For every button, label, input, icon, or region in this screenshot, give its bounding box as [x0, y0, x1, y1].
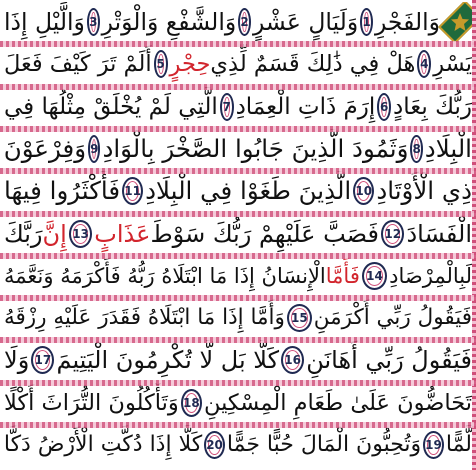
verse-number-marker: 7 [220, 93, 234, 121]
text-line [4, 44, 472, 84]
verse-number-marker: 13 [69, 220, 93, 248]
page-border-right [472, 0, 476, 470]
verse-text: وَالفَجْرِ [374, 8, 440, 36]
verse-number-marker: 14 [362, 262, 387, 290]
verse-text: الْبِلَادِ [424, 133, 472, 163]
verse-number-marker: 8 [410, 135, 422, 163]
text-line [4, 129, 472, 169]
verse-text: وَلَا [4, 346, 30, 375]
highlighted-word: حِجْرٍ [169, 51, 211, 78]
verse-text: أَلَمْ تَرَ كَيْفَ فَعَلَ [4, 51, 152, 78]
verse-number-marker: 19 [423, 431, 444, 459]
line-separator [0, 253, 476, 259]
verse-text: تَحَاضُّونَ عَلَىٰ طَعَامِ الْمِسْكِينِ [203, 389, 472, 416]
verse-text: الَّذِينَ طَغَوْا فِي الْبِلَادِ [145, 176, 352, 206]
verse-text: وَتُحِبُّونَ الْمَالَ حُبًّا جَمًّا [226, 432, 422, 457]
verse-text: فَيَقُولُ رَبِّي أَهَانَنِ [306, 346, 472, 375]
verse-number-marker: 4 [417, 50, 431, 78]
line-separator [0, 211, 476, 217]
line-separator [0, 168, 476, 174]
verse-text: ذِي الْأَوْتَادِ [376, 176, 472, 206]
verse-number-marker: 17 [31, 346, 54, 374]
highlighted-word: إِنَّ [42, 219, 67, 248]
verse-text: فَصَبَّ عَلَيْهِمْ رَبُّكَ سَوْطَ [150, 219, 379, 248]
text-line [4, 2, 472, 42]
verse-number-marker: 12 [381, 220, 405, 248]
verse-text: الَّتِي لَمْ يُخْلَقْ مِثْلُهَا فِي [4, 93, 218, 120]
verse-number-marker: 3 [87, 8, 100, 36]
verse-text: وَثَمُودَ الَّذِينَ جَابُوا الصَّخْرَ بِالْوَادِ [102, 133, 409, 163]
verse-text: الْإِنسَانُ إِذَا مَا ابْتَلَاهُ رَبُّهُ فَأَكْرَمَهُ وَنَعَّمَهُ [4, 263, 326, 288]
text-line [4, 87, 472, 127]
verse-text: وَالشَّفْعِ وَالْوَتْرِ [101, 8, 237, 36]
verse-number-marker: 6 [377, 93, 391, 121]
verse-number-marker: 2 [238, 8, 251, 36]
verse-text: وَتَأْكُلُونَ التُّرَاثَ أَكْلًا [4, 389, 179, 416]
verse-text: رَبُّكَ بِعَادٍ [393, 93, 472, 120]
text-line [4, 256, 472, 296]
verse-text: لَّمًّا [445, 432, 472, 457]
text-line [4, 425, 472, 465]
verse-number-marker: 1 [360, 8, 373, 36]
line-separator [0, 126, 476, 132]
star-octagon-icon [438, 2, 472, 42]
line-separator [0, 41, 476, 47]
line-separator [0, 422, 476, 428]
verse-text: إِرَمَ ذَاتِ الْعِمَادِ [235, 93, 376, 120]
verse-text: لَبِالْمِرْصَادِ [389, 263, 472, 288]
verse-text: هَلْ فِي ذَٰلِكَ قَسَمٌ لِّذِي [210, 51, 416, 78]
verse-text: وَأَمَّا إِذَا مَا ابْتَلَاهُ فَقَدَرَ عَلَيْهِ رِزْقَهُ [4, 305, 285, 331]
text-line [4, 383, 472, 423]
line-separator [0, 295, 476, 301]
text-line [4, 298, 472, 338]
verse-text: الْفَسَادَ [406, 219, 472, 248]
verse-text: يَسْرِ [433, 51, 472, 78]
text-line [4, 340, 472, 380]
line-separator [0, 84, 476, 90]
verse-text: وَفِرْعَوْنَ [4, 133, 87, 163]
text-line [4, 171, 472, 211]
verse-text: فَأَكْثَرُوا فِيهَا [4, 176, 121, 206]
verse-number-marker: 5 [154, 50, 168, 78]
verse-text: كَلَّا إِذَا دُكَّتِ الْأَرْضُ دَكًّا [4, 432, 203, 457]
verse-text: وَلَيَالٍ عَشْرٍ [252, 8, 359, 36]
verse-text: فَيَقُولُ رَبِّي أَكْرَمَنِ [313, 305, 472, 331]
verse-number-marker: 10 [353, 177, 374, 205]
verse-number-marker: 16 [281, 346, 304, 374]
highlighted-word: فَأَمَّا [325, 263, 360, 288]
verse-number-marker: 9 [88, 135, 100, 163]
verse-number-marker: 18 [181, 389, 202, 417]
line-separator [0, 337, 476, 343]
verse-number-marker: 11 [122, 177, 143, 205]
verse-number-marker: 20 [204, 431, 225, 459]
text-line [4, 214, 472, 254]
line-separator [0, 380, 476, 386]
verse-text: كَلَّا بَل لَّا تُكْرِمُونَ الْيَتِيمَ [56, 346, 280, 375]
verse-number-marker: 15 [287, 304, 312, 332]
verse-text: رَبَّكَ [4, 219, 43, 248]
verse-text: وَالَّيْلِ إِذَا [4, 8, 85, 36]
highlighted-word: عَذَابٍ [94, 219, 151, 248]
